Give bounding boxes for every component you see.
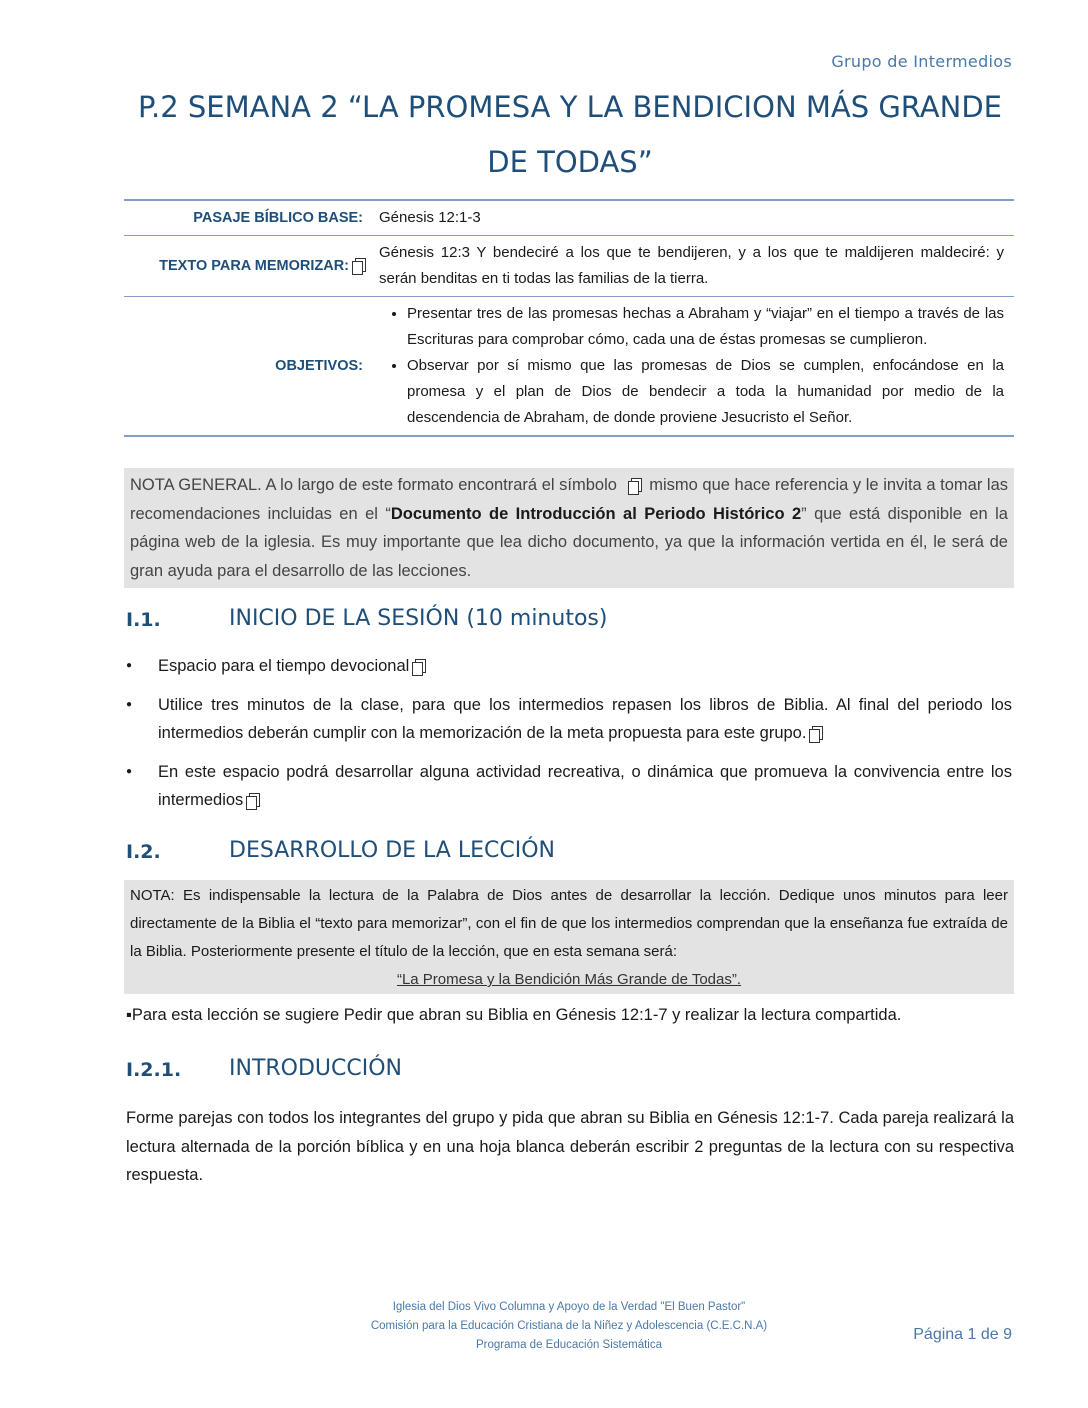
section-number: I.1. [126,609,161,631]
document-title: P.2 SEMANA 2 “LA PROMESA Y LA BENDICION MÁS GRANDE DE TODAS” [138,90,1002,179]
document-reference-icon [628,478,639,492]
general-note [124,468,1014,588]
list-item-text: En este espacio podrá desarrollar alguna actividad recreativa, o dinámica que promueva la convivencia entre los intermedios [158,762,1012,809]
list-item-text: Espacio para el tiempo devocional [158,657,410,675]
document-reference-icon [809,726,820,740]
general-note-text-1: NOTA GENERAL. A lo largo de este formato encontrará el símbolo [130,476,617,494]
footer-church: Iglesia del Dios Vivo Columna y Apoyo de la Verdad "El Buen Pastor" [392,1301,746,1313]
lesson-title-callout: “La Promesa y la Bendición Más Grande de Todas”. [396,971,742,988]
section-number: I.2.1. [126,1059,182,1081]
section-title: INTRODUCCIÓN [229,1056,403,1081]
lesson-info-table [124,199,1014,437]
section-title: DESARROLLO DE LA LECCIÓN [229,838,555,863]
list-item [126,758,1012,815]
introduction-paragraph: Forme parejas con todos los integrantes del grupo y pida que abran su Biblia en Génesis 12:1-7. Cada pareja realizará la lectura alternada de la porción bíblica y en una hoja blanca deberán escribir 2 preguntas de la lectura con su respectiva respuesta. [126,1109,1014,1184]
general-note-text-3: ” que está disponible en la página web de la iglesia. Es muy importante que lea dicho documento, ya que la información vertida en él, le será de gran ayuda para el desarrollo de las lecciones. [130,504,1008,580]
list-item [126,652,1012,681]
section-heading-start [126,606,1016,636]
group-label: Grupo de Intermedios [831,52,1012,71]
objectives-list [379,301,1004,431]
list-item-text: Utilice tres minutos de la clase, para que los intermedios repasen los libros de Biblia. Al final del periodo los intermedios deberán cumplir con la memorización de la meta propuesta para este grupo. [158,695,1012,742]
intro-document-name: Documento de Introducción al Periodo Histórico 2 [390,504,802,523]
passage-row [124,200,1014,236]
memorize-label: TEXTO PARA MEMORIZAR: [159,258,349,274]
memorize-row [124,236,1014,297]
footer-commission: Comisión para la Educación Cristiana de la Niñez y Adolescencia (C.E.C.N.A) [370,1320,768,1332]
passage-value: Génesis 12:1-3 [373,200,1014,236]
passage-label: PASAJE BÍBLICO BASE: [124,200,373,236]
footer-program: Programa de Educación Sistemática [475,1339,662,1351]
page-number: Página 1 de 9 [913,1326,1012,1343]
objective-item: • Presentar tres de las promesas hechas a Abraham y “viajar” en el tiempo a través de las Escrituras para comprobar cómo, cada una de éstas promesas se cumplieron. [407,301,1004,353]
session-start-list [126,652,1012,825]
document-reference-icon [246,793,257,807]
section-heading-introduction [126,1056,1016,1086]
reading-suggestion: ▪Para esta lección se sugiere Pedir que abran su Biblia en Génesis 12:1-7 y realizar la lectura compartida. [126,1006,902,1024]
memorize-label-cell [124,236,373,297]
development-note-text: NOTA: Es indispensable la lectura de la Palabra de Dios antes de desarrollar la lección. Dedique unos minutos para leer directamente de la Biblia el “texto para memorizar”, con el fin de que los intermedios comprendan que la enseñanza fue extraída de la Biblia. Posteriormente presente el título de la lección, que en esta semana será: [130,887,1008,960]
section-heading-development [126,838,1016,868]
objective-item: • Observar por sí mismo que las promesas de Dios se cumplen, enfocándose en la promesa y el plan de Dios de bendecir a toda la humanidad por medio de la descendencia de Abraham, de donde proviene Jesucristo el Señor. [407,353,1004,431]
list-item [126,691,1012,748]
section-number: I.2. [126,841,161,863]
page-footer [124,1298,1014,1355]
memorize-value: Génesis 12:3 Y bendeciré a los que te bendijeren, y a los que te maldijeren maldeciré: y serán benditas en ti todas las familias de la tierra. [373,236,1014,297]
objectives-label: OBJETIVOS: [124,297,373,437]
document-reference-icon [412,659,423,673]
section-title: INICIO DE LA SESIÓN (10 minutos) [229,606,608,631]
general-note-text-2: mismo que hace referencia y le invita a tomar las recomendaciones incluidas en el “ [130,476,1009,523]
development-note [124,880,1014,994]
document-reference-icon [352,258,363,272]
objectives-row [124,297,1014,437]
objectives-cell [373,297,1014,437]
